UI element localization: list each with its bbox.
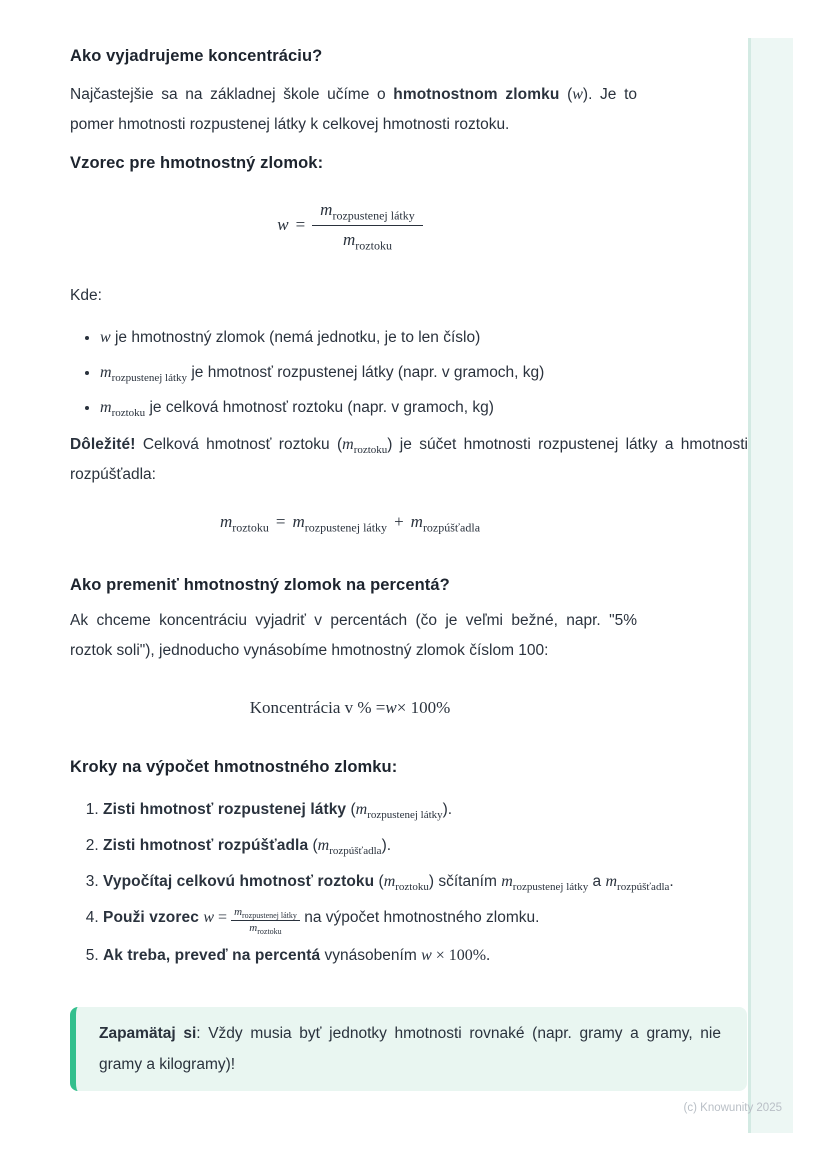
percent-paragraph: Ak chceme koncentráciu vyjadriť v percentách (čo je veľmi bežné, napr. "5% roztok soli"), jednoducho vynásobíme hmotnostný zlomok číslom 100: bbox=[70, 612, 637, 659]
heading-convert-to-percent: Ako premeniť hmotnostný zlomok na percentá? bbox=[70, 576, 450, 594]
heading-formula-mass-fraction: Vzorec pre hmotnostný zlomok: bbox=[70, 154, 324, 172]
step-5: 5. Ak treba, preveď na percentá vynásobením w × 100%. bbox=[103, 941, 781, 971]
inline-fraction: $m_{rozpustenej látky}$ $m_{roztoku}$ bbox=[231, 906, 300, 934]
list-item-m-solution: • $m_{roztoku}$ je celková hmotnosť roztoku (napr. v gramoch, kg) bbox=[100, 393, 778, 423]
heading-steps: Kroky na výpočet hmotnostného zlomku: bbox=[70, 758, 398, 776]
inline-math-w: w bbox=[572, 86, 583, 103]
callout-bold: Zapamätaj si bbox=[99, 1025, 197, 1042]
step-3: 3. Vypočítaj celkovú hmotnosť roztoku $(m_{roztoku})$ sčítaním $m_{rozpustenej látky}$ a $m_{rozpúšťadla}$. bbox=[103, 867, 781, 897]
step-2: 2. Zisti hmotnosť rozpúšťadla $(m_{rozpúšťadla})$. bbox=[103, 831, 781, 861]
fraction-denominator: $m_{roztoku}$ bbox=[343, 230, 392, 253]
important-bold: Dôležité! bbox=[70, 436, 136, 453]
equals-sign: = bbox=[275, 512, 286, 531]
list-item-w: • w je hmotnostný zlomok (nemá jednotku, je to len číslo) bbox=[100, 323, 778, 353]
fraction-numerator: $m_{rozpustenej látky}$ bbox=[312, 200, 423, 226]
important-paragraph: Dôležité! Celková hmotnosť roztoku $(m_{roztoku})$ je súčet hmotnosti rozpustenej látky a hmotnosti rozpúšťadla: bbox=[70, 436, 748, 483]
copyright-footer: (c) Knowunity 2025 bbox=[683, 1102, 782, 1114]
formula-var-w: w bbox=[277, 215, 289, 234]
display-formula-percent: Koncentrácia v % = w × 100% bbox=[249, 698, 451, 717]
equals-sign: = bbox=[295, 215, 306, 234]
kde-label: Kde: bbox=[70, 287, 102, 304]
display-formula-mass-fraction bbox=[70, 200, 630, 253]
step-1: 1. Zisti hmotnosť rozpustenej látky $(m_{rozpustenej látky})$. bbox=[103, 795, 781, 825]
inline-math-m-roztoku: $m_{roztoku}$ bbox=[342, 436, 388, 457]
steps-list bbox=[70, 795, 781, 977]
fraction bbox=[312, 200, 423, 253]
display-formula-mass-sum: $m_{roztoku}$ = $m_{rozpustenej látky}$ + $m_{rozpúšťadla}$ bbox=[219, 512, 481, 535]
plus-sign: + bbox=[394, 512, 404, 531]
intro-paragraph: Najčastejšie sa na základnej škole učíme o hmotnostnom zlomku (w). Je to pomer hmotnosti rozpustenej látky k celkovej hmotnosti roztoku. bbox=[70, 86, 637, 133]
list-item-m-solute: • $m_{rozpustenej látky}$ je hmotnosť rozpustenej látky (napr. v gramoch, kg) bbox=[100, 358, 778, 388]
step-4: 4. Použi vzorec w = $m_{rozpustenej látky}$ $m_{roztoku}$ na výpočet hmotnostného zlomku. bbox=[103, 903, 781, 935]
callout-text: : Vždy musia byť jednotky hmotnosti rovnaké (napr. gramy a gramy, nie gramy a kilogramy)! bbox=[99, 1025, 721, 1073]
formula-var-w: w bbox=[385, 698, 397, 717]
intro-text: Najčastejšie sa na základnej škole učíme o bbox=[70, 86, 394, 103]
definitions-list bbox=[70, 323, 778, 428]
heading-how-express-concentration: Ako vyjadrujeme koncentráciu? bbox=[70, 47, 323, 65]
inline-formula: w = $m_{rozpustenej látky}$ $m_{roztoku}$ bbox=[203, 909, 300, 926]
intro-bold-mass-fraction: hmotnostnom zlomku bbox=[393, 86, 560, 103]
formula-percent-text: Koncentrácia v % = bbox=[249, 698, 386, 717]
remember-callout bbox=[70, 1007, 747, 1091]
